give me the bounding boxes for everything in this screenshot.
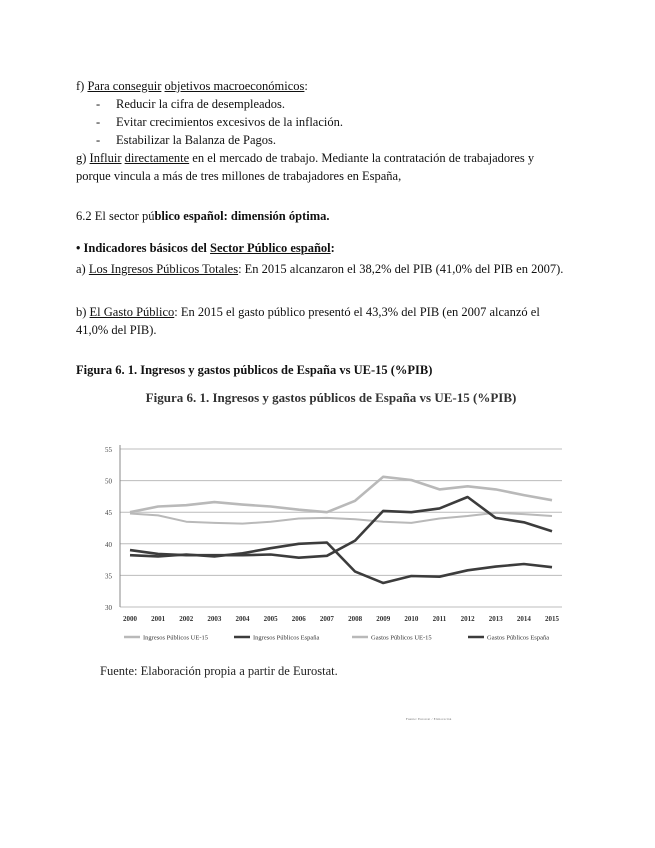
bullet-text: Estabilizar la Balanza de Pagos. (116, 133, 277, 147)
x-tick-label: 2001 (151, 615, 166, 623)
x-tick-label: 2003 (207, 615, 222, 623)
bullet-dash: - (96, 133, 101, 147)
x-tick-label: 2004 (235, 615, 250, 623)
section-heading-bold: blico español: dimensión óptima. (154, 209, 330, 223)
section-heading (76, 207, 330, 225)
y-tick-label: 35 (105, 572, 112, 581)
bullet-dash: - (96, 97, 101, 111)
x-tick-label: 2009 (376, 615, 391, 623)
item-b-prefix: b) (76, 305, 90, 319)
x-tick-label: 2013 (488, 615, 503, 623)
item-g (76, 149, 566, 185)
y-tick-label: 30 (105, 604, 112, 612)
item-g-underline-1: Influir (89, 151, 122, 165)
y-tick-label: 55 (105, 446, 112, 454)
item-f-suffix: : (304, 79, 308, 93)
x-tick-label: 2006 (291, 615, 306, 623)
item-b-text: : En 2015 el gasto público presentó el 43,3% del PIB (en 2007 alcanzó el 41,0% del PIB). (76, 305, 540, 337)
x-tick-label: 2005 (263, 615, 278, 623)
section-heading-plain: 6.2 El sector pú (76, 209, 155, 223)
legend-label: Ingresos Públicos UE-15 (143, 634, 208, 642)
item-f-underline-1: Para conseguir (87, 79, 162, 93)
bullet-text: Evitar crecimientos excesivos de la inflación. (116, 115, 343, 129)
y-tick-label: 45 (105, 509, 112, 518)
item-a (76, 260, 566, 278)
legend-label: Gastos Públicos España (487, 634, 550, 642)
series-line (130, 513, 552, 524)
x-tick-label: 2014 (516, 615, 531, 623)
item-f-underline-2: objetivos macroeconómicos (164, 79, 305, 93)
item-a-prefix: a) (76, 262, 89, 276)
figure-image (76, 386, 586, 721)
figure-source: Fuente: Elaboración propia a partir de Eurostat. (100, 664, 338, 678)
line-chart (76, 386, 586, 656)
x-tick-label: 2002 (179, 615, 194, 623)
x-tick-label: 2015 (545, 615, 559, 623)
x-tick-label: 2000 (123, 615, 137, 623)
item-f-prefix: f) (76, 79, 88, 93)
x-tick-label: 2007 (319, 615, 334, 623)
item-a-underline: Los Ingresos Públicos Totales (88, 262, 239, 276)
x-tick-label: 2008 (348, 615, 363, 623)
item-g-underline-2: directamente (124, 151, 190, 165)
chart-title: Figura 6. 1. Ingresos y gastos públicos de España vs UE-15 (%PIB) (145, 390, 517, 405)
item-g-prefix: g) (76, 151, 90, 165)
bullet-text: Reducir la cifra de desempleados. (116, 97, 286, 111)
item-a-text: : En 2015 alcanzaron el 38,2% del PIB (41,0% del PIB en 2007). (238, 262, 564, 276)
bullet-item (96, 131, 276, 149)
legend-label: Gastos Públicos UE-15 (371, 634, 432, 642)
item-b-underline: El Gasto Público (89, 305, 175, 319)
bullet-item (96, 95, 285, 113)
x-tick-label: 2010 (404, 615, 419, 623)
bullet-dash: - (96, 115, 101, 129)
indicators-tail: : (330, 241, 335, 255)
x-tick-label: 2012 (460, 615, 475, 623)
item-f (76, 77, 308, 95)
indicators-heading (76, 239, 335, 257)
figure-footnote: Fuente: Eurostat / Elaboración (406, 717, 452, 721)
series-line (130, 477, 552, 512)
item-g-text: en el mercado de trabajo. Mediante la contratación de trabajadores y porque vincula a más de tres millones de trabajadores en España, (76, 151, 535, 183)
item-b (76, 303, 566, 339)
figure-caption: Figura 6. 1. Ingresos y gastos públicos de España vs UE-15 (%PIB) (76, 363, 433, 377)
legend-label: Ingresos Públicos España (253, 634, 320, 642)
y-tick-label: 40 (105, 540, 112, 549)
indicators-lead: • Indicadores básicos del (76, 241, 211, 255)
indicators-underline: Sector Público español (210, 241, 331, 255)
bullet-item (96, 113, 343, 131)
x-tick-label: 2011 (432, 615, 447, 623)
y-tick-label: 50 (105, 477, 112, 486)
